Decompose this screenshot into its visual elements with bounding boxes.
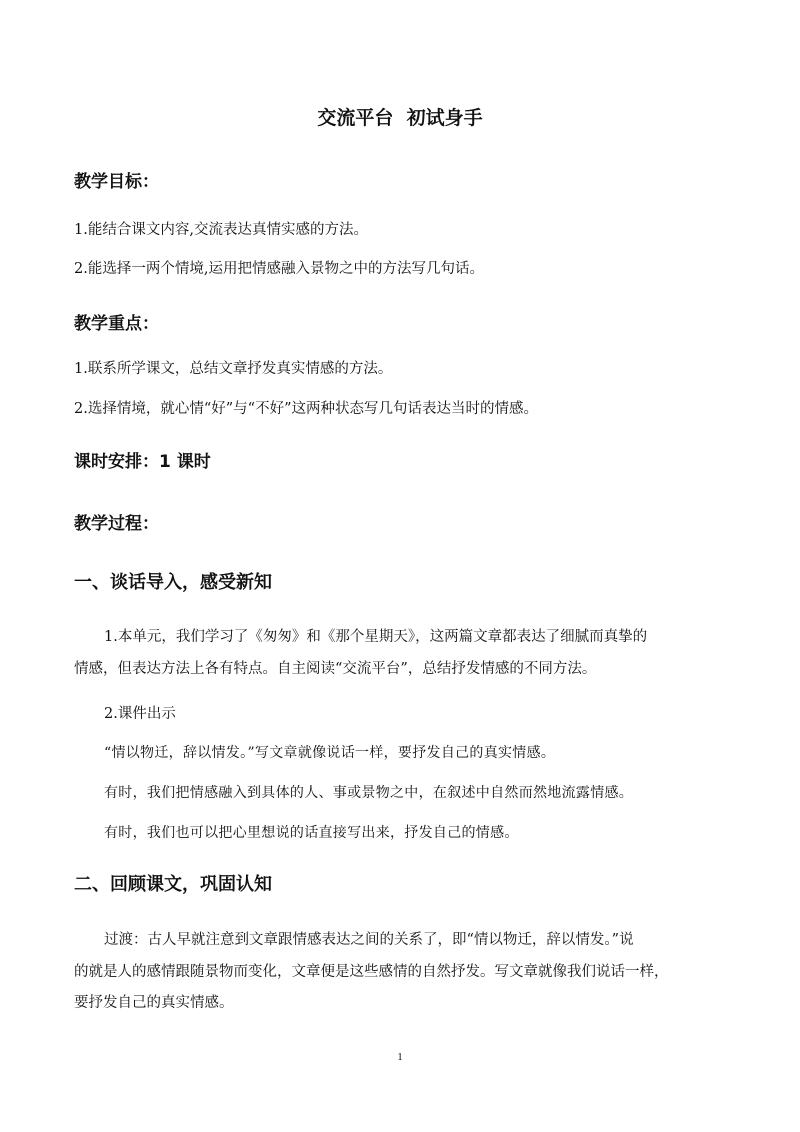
section1-item2: 2.课件出示 [104,706,176,722]
objective-item-2: 2.能选择一两个情境,运用把情感融入景物之中的方法写几句话。 [74,261,484,277]
courseware-quote-3: 有时，我们也可以把心里想说的话直接写出来，抒发自己的情感。 [104,825,519,841]
objectives-heading: 教学目标： [74,172,159,192]
section2-paragraph-line2: 的就是人的感情跟随景物而变化，文章便是这些感情的自然抒发。写文章就像我们说话一样， [74,964,669,980]
courseware-quote-2: 有时，我们把情感融入到具体的人、事或景物之中，在叙述中自然而然地流露情感。 [104,785,634,801]
page-title: 交流平台 初试身手 [317,107,483,129]
section1-paragraph-line1: 1.本单元，我们学习了《匆匆》和《那个星期天》，这两篇文章都表达了细腻而真挚的 [104,629,648,645]
section1-paragraph-line2: 情感，但表达方法上各有特点。自主阅读“交流平台”，总结抒发情感的不同方法。 [74,661,597,677]
section2-heading: 二、回顾课文，巩固认知 [74,874,272,895]
section1-heading: 一、谈话导入，感受新知 [74,572,272,593]
process-heading: 教学过程： [74,514,159,534]
page-number: 1 [397,1051,403,1063]
key-point-item-1: 1.联系所学课文，总结文章抒发真实情感的方法。 [74,361,393,377]
section2-paragraph-line1: 过渡：古人早就注意到文章跟情感表达之间的关系了，即“情以物迁，辞以情发。”说 [104,932,634,948]
key-point-item-2: 2.选择情境，就心情“好”与“不好”这两种状态写几句话表达当时的情感。 [74,401,538,417]
key-points-heading: 教学重点： [74,314,159,334]
courseware-quote-1: “情以物迁，辞以情发。”写文章就像说话一样，要抒发自己的真实情感。 [104,745,556,761]
schedule-heading: 课时安排：1 课时 [74,452,211,472]
objective-item-1: 1.能结合课文内容,交流表达真情实感的方法。 [74,222,368,238]
section2-paragraph-line3: 要抒发自己的真实情感。 [74,995,234,1011]
